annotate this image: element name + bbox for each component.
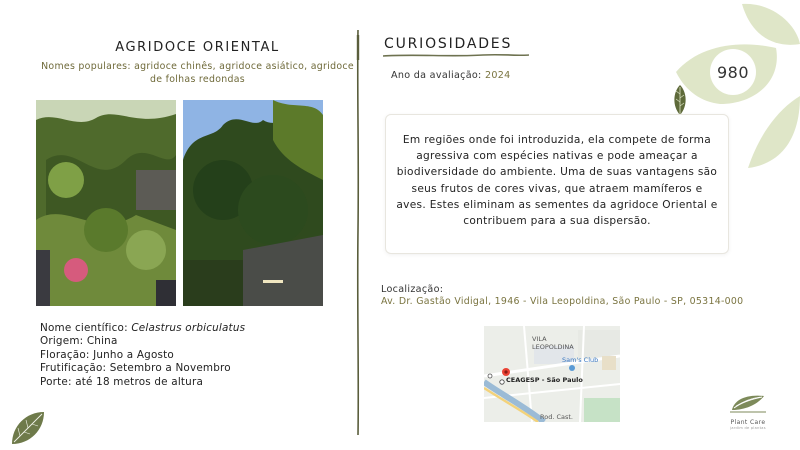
location-address: Av. Dr. Gastão Vidigal, 1946 - Vila Leopoldina, São Paulo - SP, 05314-000	[381, 296, 744, 307]
brand-logo	[722, 392, 774, 432]
location-map[interactable]	[484, 326, 620, 422]
origin-row: Origem: China	[40, 335, 118, 348]
popular-names: Nomes populares: agridoce chinês, agridoce asiático, agridoce de folhas redondas	[41, 61, 354, 85]
curiosities-text: Em regiões onde foi introduzida, ela compete de forma agressiva com espécies nativas e pode ameaçar a biodiversidade do ambiente. Uma de suas vantagens são seus frutos de cores vivas, que atraem mamíferos e aves. Estes eliminam as sementes da agridoce Oriental e contribuem para a sua dispersão.	[396, 134, 718, 228]
curiosities-title: CURIOSIDADES	[384, 36, 513, 52]
plant-photo-1	[36, 100, 176, 306]
map-place-2: CEAGESP - São Paulo	[506, 376, 583, 384]
leaf-icon	[671, 84, 689, 116]
logo-name: Plant Care	[730, 419, 766, 426]
year-label: Ano da avaliação:	[391, 70, 482, 81]
map-road-label: Rod. Cast.	[540, 413, 573, 421]
location-label: Localização:	[381, 284, 444, 295]
plant-photo-2	[183, 100, 323, 306]
flowering-row: Floração: Junho a Agosto	[40, 348, 174, 361]
plant-facts	[40, 322, 245, 389]
leaf-icon	[8, 408, 48, 448]
year-value: 2024	[484, 70, 511, 81]
evaluation-year	[391, 70, 511, 81]
curiosities-card	[385, 114, 729, 254]
scientific-name-row	[40, 322, 245, 335]
size-row: Porte: até 18 metros de altura	[40, 375, 204, 388]
logo-tagline: jardim de plantas	[730, 426, 766, 430]
plant-title: AGRIDOCE ORIENTAL	[115, 40, 280, 55]
map-place-1: Sam's Club	[562, 356, 599, 364]
evaluation-number-badge: 980	[710, 49, 756, 95]
fruiting-row: Frutificação: Setembro a Novembro	[40, 362, 231, 375]
scientific-name-value: Celastrus orbiculatus	[131, 322, 246, 334]
title-underline	[383, 53, 529, 59]
scientific-name-label: Nome científico:	[40, 322, 128, 334]
logo-icon	[728, 392, 768, 414]
column-divider	[352, 30, 364, 435]
map-district-label: VILA LEOPOLDINA	[532, 335, 574, 351]
